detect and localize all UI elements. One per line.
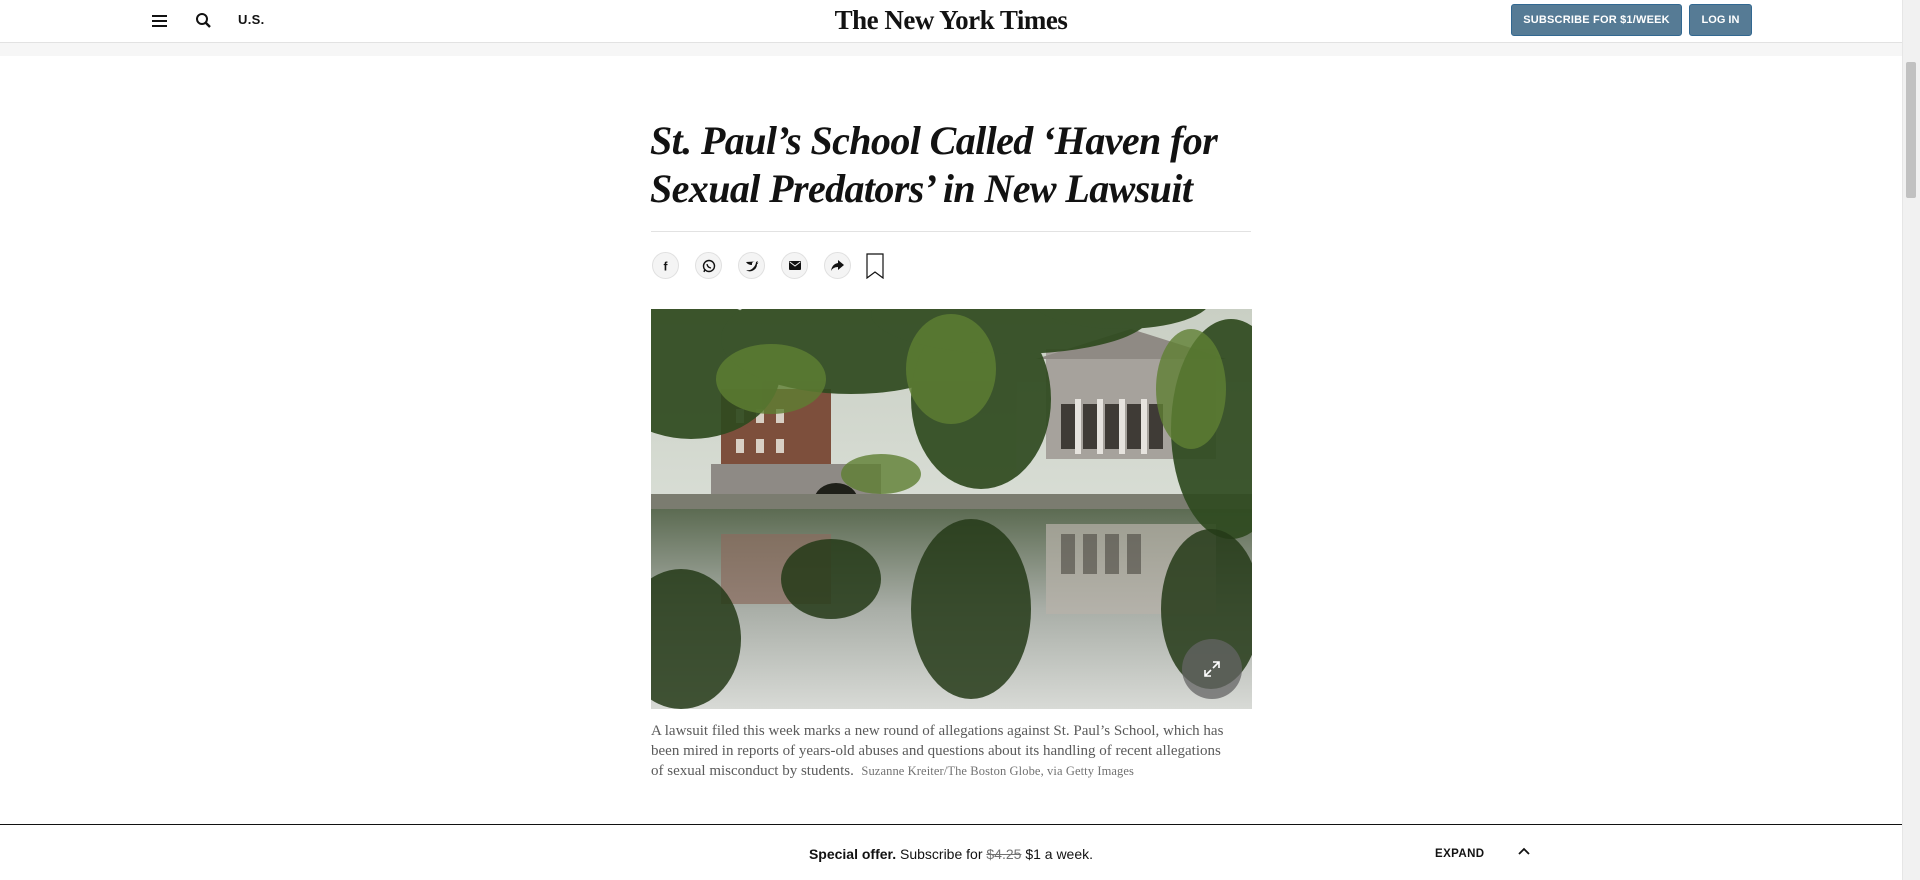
twitter-icon[interactable] — [738, 252, 765, 279]
chevron-up-icon[interactable] — [1516, 843, 1532, 859]
offer-lead: Special offer. — [808, 846, 897, 862]
scrollbar-thumb[interactable] — [1906, 62, 1916, 198]
expand-arrows-icon — [1203, 660, 1221, 678]
facebook-icon[interactable] — [652, 252, 679, 279]
expand-image-button[interactable] — [1182, 639, 1242, 699]
caption-text: A lawsuit filed this week marks a new round of allegations against St. Paul’s School, which has been mired in reports of years-old abuses and questions about its handling of recent allegations of sexual misconduct by students. — [651, 723, 1224, 779]
section-link-us[interactable]: U.S. — [238, 12, 265, 27]
bookmark-icon[interactable] — [866, 253, 884, 279]
offer-message[interactable] — [0, 846, 1902, 862]
offer-old-price: $4.25 — [986, 846, 1022, 862]
photo-credit: Suzanne Kreiter/The Boston Globe, via Getty Images — [861, 764, 1135, 778]
login-button[interactable]: LOG IN — [1689, 4, 1752, 36]
special-offer-bar — [0, 824, 1902, 880]
offer-new-price: $1 a week. — [1025, 846, 1094, 862]
share-icon[interactable] — [824, 252, 851, 279]
top-navigation-bar — [0, 0, 1902, 43]
article-headline: St. Paul’s School Called ‘Haven for Sexual Predators’ in New Lawsuit — [650, 118, 1218, 211]
headline-divider — [651, 231, 1251, 232]
masthead-logo[interactable]: The New York Times — [834, 5, 1068, 35]
subscribe-button[interactable]: SUBSCRIBE FOR $1/WEEK — [1511, 4, 1682, 36]
photo-caption — [651, 721, 1231, 781]
article-photo — [651, 309, 1252, 709]
offer-text: Subscribe for — [900, 846, 983, 862]
expand-offer-link[interactable]: EXPAND — [1435, 848, 1485, 860]
svg-text:f: f — [663, 259, 667, 272]
whatsapp-icon[interactable] — [695, 252, 722, 279]
header-divider — [0, 43, 1902, 56]
email-icon[interactable] — [781, 252, 808, 279]
